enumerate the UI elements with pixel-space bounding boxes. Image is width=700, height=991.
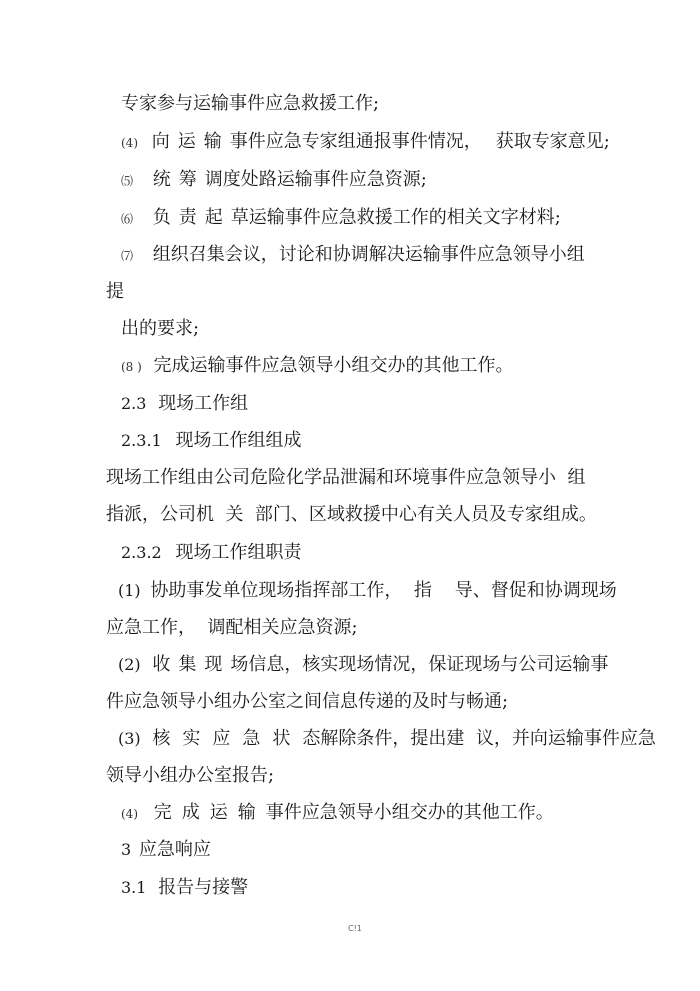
section-heading [121, 876, 248, 900]
section-title: 现场工作组职责 [175, 542, 302, 563]
line-text: 件应急领导小组办公室之间信息传递的及时与畅通; [106, 691, 509, 712]
line-text: 专家参与运输事件应急救援工作; [121, 93, 380, 114]
text-line [106, 616, 358, 640]
spaced-text: 向运输 [151, 131, 230, 152]
line-text: 提 [106, 281, 124, 302]
section-heading [121, 541, 301, 565]
list-item [121, 206, 561, 231]
list-item [118, 579, 617, 603]
text-line [106, 466, 585, 490]
item-text-tail: 获取专家意见; [495, 131, 610, 152]
spaced-text: 负责起 [152, 207, 231, 228]
line-text: 出的要求; [121, 318, 200, 339]
section-title: 报告与接警 [158, 877, 249, 898]
item-number: (3) [118, 729, 141, 748]
item-text: 调度处路运输事件应急资源; [204, 169, 427, 190]
list-item [121, 168, 427, 193]
item-number: (4) [121, 807, 138, 821]
spaced-text: 收集现 [152, 654, 231, 675]
text-line [106, 503, 597, 527]
line-text: 现场工作组由公司危险化学品泄漏和环境事件应急领导小 组 [106, 467, 586, 488]
spaced-text: 完成运输 [153, 802, 266, 823]
item-text: 事件应急领导小组交办的其他工作。 [265, 802, 554, 823]
section-number: 2.3.2 [121, 543, 162, 562]
section-number: 2.3.1 [121, 431, 162, 450]
section-heading [121, 392, 248, 416]
item-number: (1) [118, 581, 141, 600]
text-line [106, 690, 508, 714]
item-text: 草运输事件应急救援工作的相关文字材料; [230, 207, 561, 228]
line-text: 指派，公司机 关 部门、区域救援中心有关人员及专家组成。 [106, 504, 597, 525]
text-line [106, 280, 124, 304]
item-text: 场信息，核实现场情况，保证现场与公司运输事 [230, 654, 609, 675]
item-text: 事件应急专家组通报事件情况， [229, 131, 482, 152]
item-number: (2) [118, 655, 141, 674]
list-item [121, 354, 514, 379]
section-heading [121, 838, 211, 862]
item-number: (4) [121, 136, 138, 150]
list-item [121, 130, 610, 155]
item-text: 态解除条件，提出建 议，并向运输事件应急 [302, 728, 656, 749]
line-text: 应急工作， 调配相关应急资源; [106, 617, 358, 638]
item-number: (8 ) [121, 360, 142, 374]
item-text: 协助事发单位现场指挥部工作， 指 导、督促和协调现场 [150, 580, 617, 601]
list-item [121, 801, 554, 826]
section-number: 3 [121, 840, 132, 859]
section-title: 应急响应 [138, 839, 211, 860]
item-text: 组织召集会议，讨论和协调解决运输事件应急领导小组 [152, 244, 585, 265]
section-number: 3.1 [121, 878, 147, 897]
item-number: ⑸ [121, 174, 134, 188]
line-text: 领导小组办公室报告; [106, 765, 275, 786]
item-text: 完成运输事件应急领导小组交办的其他工作。 [153, 355, 514, 376]
section-number: 2.3 [121, 394, 147, 413]
text-line [121, 92, 379, 116]
section-title: 现场工作组 [158, 393, 249, 414]
text-line [106, 764, 274, 788]
section-title: 现场工作组组成 [175, 430, 302, 451]
list-item [118, 653, 608, 677]
section-heading [121, 429, 301, 453]
text-line [121, 317, 199, 341]
list-item [118, 727, 656, 751]
page-number: C!1 [348, 924, 362, 933]
item-number: ⑹ [121, 212, 134, 226]
item-number: ⑺ [121, 249, 134, 263]
spaced-text: 核实应急状 [152, 728, 303, 749]
list-item [121, 243, 585, 268]
spaced-text: 统筹 [152, 169, 205, 190]
